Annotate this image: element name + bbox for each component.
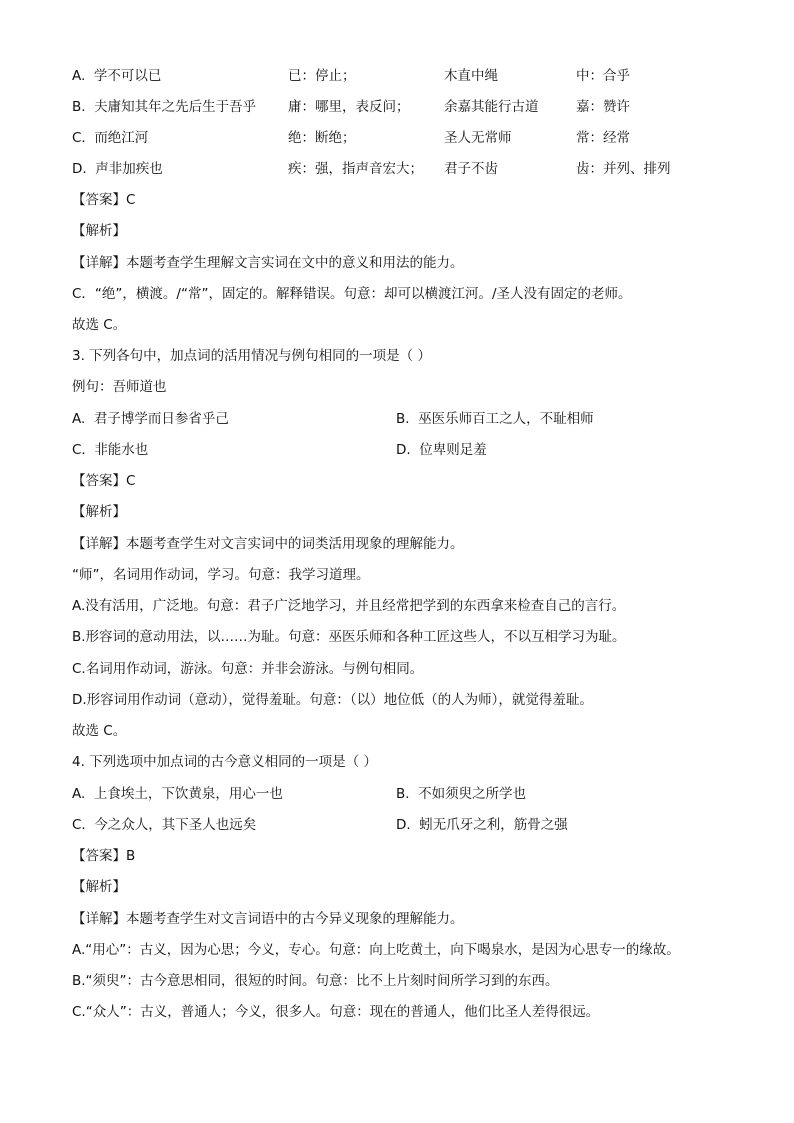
q3-line-3: B.形容词的意动用法，以……为耻。句意：巫医乐师和各种工匠这些人，不以互相学习为耻。 [72, 629, 626, 645]
q2-option-c-text: C. 而绝江河 [72, 130, 149, 146]
q4-option-d: D. 蚓无爪牙之利，筋骨之强 [396, 817, 568, 833]
q2-analysis-title: 【解析】 [72, 223, 126, 239]
q2-option-a-gloss2: 中：合乎 [576, 68, 630, 84]
q3-example: 例句：吾师道也 [72, 379, 167, 395]
q2-option-d-gloss2: 齿：并列、排列 [576, 161, 671, 177]
q2-conclusion: 故选 C。 [72, 317, 127, 333]
q4-option-c: C. 今之众人，其下圣人也远矣 [72, 817, 257, 833]
q2-option-b-phrase2: 余嘉其能行古道 [444, 99, 539, 115]
q3-option-a: A. 君子博学而日参省乎己 [72, 411, 229, 427]
q3-option-b: B. 巫医乐师百工之人，不耻相师 [396, 411, 594, 427]
q2-explanation: C．“绝”，横渡。/“常”，固定的。解释错误。句意：却可以横渡江河。/圣人没有固定的老师。 [72, 286, 632, 302]
q4-question: 4. 下列选项中加点词的古今意义相同的一项是（ ） [72, 754, 377, 770]
q4-detail: 【详解】本题考查学生对文言词语中的古今异义现象的理解能力。 [72, 911, 464, 927]
q2-option-a-phrase2: 木直中绳 [444, 68, 498, 84]
q4-line-2: B.“须臾”：古今意思相同，很短的时间。句意：比不上片刻时间所学习到的东西。 [72, 973, 559, 989]
q2-detail: 【详解】本题考查学生理解文言实词在文中的意义和用法的能力。 [72, 255, 464, 271]
q3-answer: 【答案】C [72, 473, 136, 489]
q2-option-c-gloss2: 常：经常 [576, 130, 630, 146]
q2-option-d-text: D. 声非加疾也 [72, 161, 163, 177]
q2-option-b-gloss1: 庸：哪里，表反问； [288, 99, 410, 115]
q3-line-5: D.形容词用作动词（意动），觉得羞耻。句意：（以）地位低（的人为师），就觉得羞耻。 [72, 692, 593, 708]
q4-line-1: A.“用心”：古义，因为心思；今义，专心。句意：向上吃黄土，向下喝泉水，是因为心思专一的缘故。 [72, 942, 680, 958]
q3-detail: 【详解】本题考查学生对文言实词中的词类活用现象的理解能力。 [72, 536, 464, 552]
q2-option-c-phrase2: 圣人无常师 [444, 130, 512, 146]
q2-option-c-gloss1: 绝：断绝； [288, 130, 356, 146]
q2-option-d-gloss1: 疾：强，指声音宏大； [288, 161, 423, 177]
q3-line-1: “师”，名词用作动词，学习。句意：我学习道理。 [72, 567, 370, 583]
q4-analysis-title: 【解析】 [72, 879, 126, 895]
q2-option-d-phrase2: 君子不齿 [444, 161, 498, 177]
q2-option-a-gloss1: 已：停止； [288, 68, 356, 84]
q4-option-a: A. 上食埃土，下饮黄泉，用心一也 [72, 786, 283, 802]
q3-line-2: A.没有活用，广泛地。句意：君子广泛地学习，并且经常把学到的东西拿来检查自己的言行。 [72, 598, 626, 614]
q2-option-b-text: B. 夫庸知其年之先后生于吾乎 [72, 99, 257, 115]
q2-answer: 【答案】C [72, 192, 136, 208]
q4-answer: 【答案】B [72, 848, 136, 864]
q3-option-d: D. 位卑则足羞 [396, 442, 487, 458]
q4-line-3: C.“众人”：古义，普通人；今义，很多人。句意：现在的普通人，他们比圣人差得很远。 [72, 1004, 600, 1020]
q2-option-a-text: A. 学不可以已 [72, 68, 162, 84]
q3-option-c: C. 非能水也 [72, 442, 149, 458]
q3-conclusion: 故选 C。 [72, 723, 127, 739]
q4-option-b: B. 不如须臾之所学也 [396, 786, 527, 802]
q3-line-4: C.名词用作动词，游泳。句意：并非会游泳。与例句相同。 [72, 661, 424, 677]
q2-option-b-gloss2: 嘉：赞许 [576, 99, 630, 115]
q3-question: 3. 下列各句中，加点词的活用情况与例句相同的一项是（ ） [72, 348, 431, 364]
q3-analysis-title: 【解析】 [72, 504, 126, 520]
